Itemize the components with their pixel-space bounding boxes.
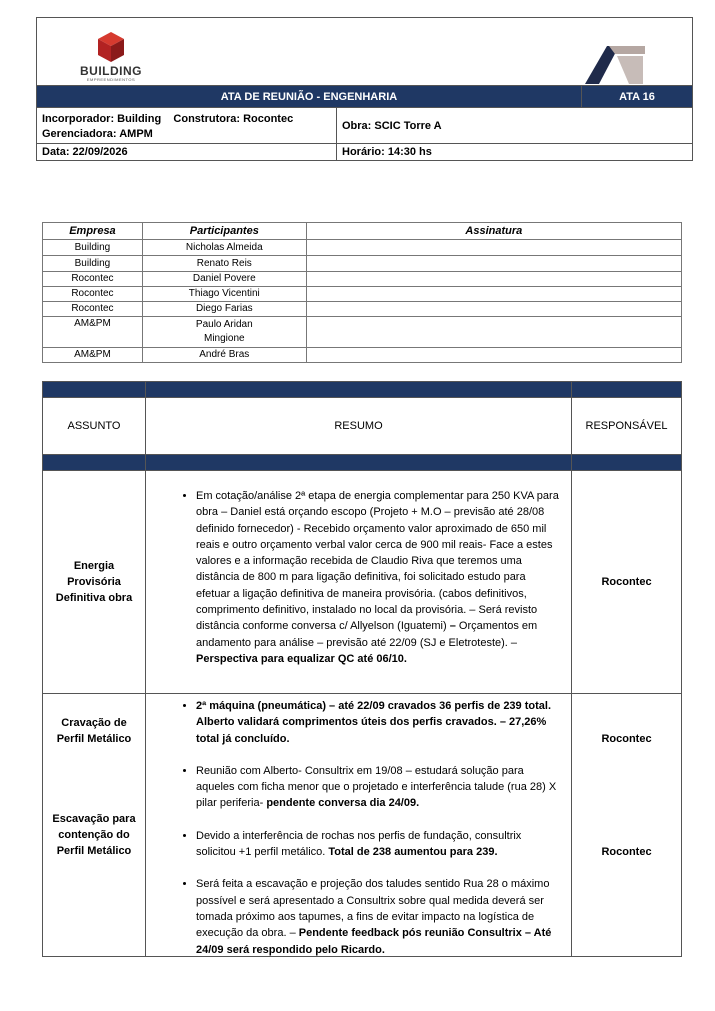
topics-band-top-1 [42,381,146,398]
participante-cell: Renato Reis [142,256,306,272]
participants-table [42,222,682,363]
topic-energia-text: Energia Provisória Definitiva obra [55,560,133,604]
header-assunto: ASSUNTO [42,397,146,455]
topics-band-top-3 [571,381,682,398]
table-row [43,287,682,302]
horario-text: Horário: 14:30 hs [342,146,432,158]
empresa-cell: Building [43,256,143,272]
bullet-dash: – [446,620,459,633]
resumo-energia [145,470,572,694]
empresa-cell: Rocontec [43,272,143,287]
bullet-bold: Total de 238 aumentou para 239. [328,846,498,859]
assinatura-cell [306,256,681,272]
assinatura-cell [306,272,681,287]
bullet-bold: Perspectiva para equalizar QC até 06/10. [196,652,407,665]
participante-cell: Thiago Vicentini [142,287,306,302]
companies-cell [36,107,337,144]
assinatura-cell [306,287,681,302]
table-row [43,240,682,256]
table-row [43,317,682,348]
list-item [196,698,561,747]
participante-cell: Nicholas Almeida [142,240,306,256]
resumo-cravacao-list [174,698,561,958]
table-row [43,302,682,317]
participante-cell: Diego Farias [142,302,306,317]
responsavel-energia: Rocontec [571,470,682,694]
bullet-text: Em cotação/análise 2ª etapa de energia complementar para 250 KVA para obra – Daniel está orçando escopo (Projeto + M.O – previsão até 28/08 definido fornecedor) - Recebido orçamento valor aproximado de 650 mil reais e outro orçamento verbal valor cerca de 900 mil reais- Face a estes valores e a informação recebida de Claudio Riva que teremos uma distância de 800 m para ligação definitiva, foi solicitado estudo para efetuar a ligação definitiva de maneira provisória. (cabos definitivos, comprimento definitivo, instalado no local da provisória. – Será revisto distância conforme conversa c/ Allyelson (Iguatemi) [196,490,559,633]
assinatura-cell [306,240,681,256]
data-cell [36,143,337,161]
topic-cravacao: Cravação de Perfil Metálico [56,717,132,745]
assinatura-cell [306,317,681,348]
horario-cell [336,143,693,161]
obra-text: Obra: SCIC Torre A [342,119,442,132]
empresa-cell: Rocontec [43,287,143,302]
header-responsavel: RESPONSÁVEL [571,397,682,455]
table-row [43,348,682,363]
gerenciadora: Gerenciadora: AMPM [42,128,153,140]
construtora: Construtora: Rocontec [173,113,294,125]
logo-subtext: EMPREENDIMENTOS [86,77,136,82]
empresa-cell: AM&PM [43,317,143,348]
header-assinatura: Assinatura [306,223,681,240]
participante-cell: Daniel Povere [142,272,306,287]
bullet-bold: pendente conversa dia 24/09. [266,797,420,810]
topic-escavacao: Escavação para contenção do Perfil Metálico [52,813,136,857]
participante-cell: André Bras [142,348,306,363]
empresa-cell: Building [43,240,143,256]
topics-band-mid-3 [571,454,682,471]
bullet-text: Reunião com Alberto- Consultrix em 19/08 – estudará solução para aqueles com ficha menor que o projetado e interferência talude (rua 28) X pilar periferia- [196,764,557,810]
bullet-bold: Pendente feedback pós reunião Consultrix – Até 24/09 será respondido pelo Ricardo. [196,927,552,956]
partner-logo [585,42,655,84]
table-row [43,256,682,272]
logo-text: BUILDING [80,64,142,78]
assinatura-cell [306,348,681,363]
list-item [196,828,561,861]
header-empresa: Empresa [43,223,143,240]
assinatura-cell [306,302,681,317]
header-participantes: Participantes [142,223,306,240]
data-text: Data: 22/09/2026 [42,146,128,158]
topics-band-mid-1 [42,454,146,471]
topics-band-top-2 [145,381,572,398]
bullet-text: Será feita a escavação e projeção dos taludes sentido Rua 28 o máximo possível e será apresentado a Consultrix sobre qual medida deverá ser tomada próximo aos tapumes, a fins de evitar impacto na logística de execução da obra. – [196,878,550,940]
building-logo [76,30,146,82]
participante-name-cont: Mingione [203,333,245,344]
list-item [196,876,561,957]
bullet-text: Devido a interferência de rochas nos perfis de fundação, consultrix solicitou +1 perfil metálico. [196,829,522,859]
participante-cell [142,317,306,348]
participants-header-row [43,223,682,240]
empresa-cell: Rocontec [43,302,143,317]
resumo-energia-list [174,488,561,667]
document-title: ATA DE REUNIÃO - ENGENHARIA [36,85,582,108]
bullet-text-2: Orçamentos em andamento para análise – previsão até 22/09 (SJ e Eletroteste). – [196,620,538,649]
participante-name: Paulo Aridan [195,319,253,330]
obra [336,107,693,144]
ata-number: ATA 16 [581,85,693,108]
list-item [196,763,561,812]
bullet-bold: 2ª máquina (pneumática) – até 22/09 cravados 36 perfis de 239 total. Alberto validará comprimentos úteis dos perfis cravados. – 27,26% total já concluído. [196,700,551,745]
resumo-cravacao [145,693,572,957]
list-item [196,488,561,667]
topics-band-mid-2 [145,454,572,471]
table-row [43,272,682,287]
responsavel-escavacao: Rocontec [601,846,652,858]
topic-energia [42,470,146,694]
empresa-cell: AM&PM [43,348,143,363]
incorporador: Incorporador: Building [42,113,162,125]
header-resumo: RESUMO [145,397,572,455]
triangle-logo-icon [585,42,655,84]
responsavel-cravacao: Rocontec [601,733,652,745]
